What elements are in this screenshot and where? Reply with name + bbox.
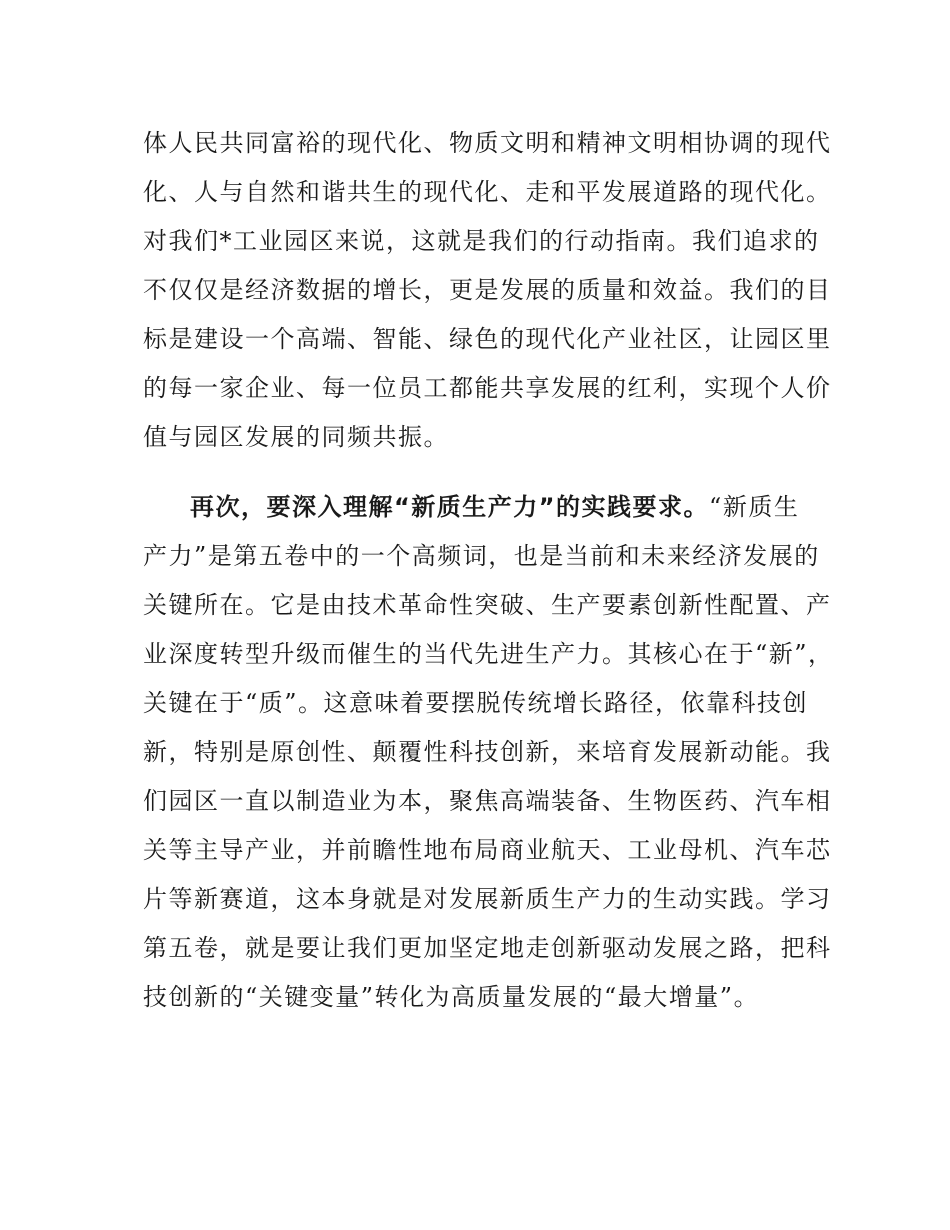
paragraph-1-line: 标是建设一个高端、智能、绿色的现代化产业社区，让园区里	[143, 325, 832, 353]
paragraph-2-first-line-rest: “新质生	[709, 493, 800, 521]
paragraph-2-line: 片等新赛道，这本身就是对发展新质生产力的生动实践。学习	[143, 885, 832, 913]
paragraph-2-line: 技创新的“关键变量”转化为高质量发展的“最大增量”。	[143, 983, 760, 1011]
paragraph-1-line: 体人民共同富裕的现代化、物质文明和精神文明相协调的现代	[143, 129, 832, 157]
paragraph-2-line: 关键在于“质”。这意味着要摆脱传统增长路径，依靠科技创	[143, 689, 809, 717]
paragraph-1-line: 化、人与自然和谐共生的现代化、走和平发展道路的现代化。	[143, 178, 832, 206]
paragraph-2-line: 关键所在。它是由技术革命性突破、生产要素创新性配置、产	[143, 591, 832, 619]
paragraph-1-line: 对我们*工业园区来说，这就是我们的行动指南。我们追求的	[143, 227, 820, 255]
paragraph-2-first-line	[190, 492, 799, 522]
paragraph-1-line: 不仅仅是经济数据的增长，更是发展的质量和效益。我们的目	[143, 276, 832, 304]
paragraph-1-line: 的每一家企业、每一位员工都能共享发展的红利，实现个人价	[143, 374, 832, 402]
paragraph-2-line: 业深度转型升级而催生的当代先进生产力。其核心在于“新”，	[143, 640, 834, 668]
paragraph-1-line: 值与园区发展的同频共振。	[143, 423, 449, 451]
paragraph-2-line: 第五卷，就是要让我们更加坚定地走创新驱动发展之路，把科	[143, 934, 832, 962]
paragraph-2-line: 新，特别是原创性、颠覆性科技创新，来培育发展新动能。我	[143, 738, 832, 766]
paragraph-2-line: 产力”是第五卷中的一个高频词，也是当前和未来经济发展的	[143, 542, 820, 570]
paragraph-2-line: 关等主导产业，并前瞻性地布局商业航天、工业母机、汽车芯	[143, 836, 832, 864]
paragraph-2-lead-sentence: 再次，要深入理解“新质生产力”的实践要求。	[190, 493, 710, 521]
paragraph-2-line: 们园区一直以制造业为本，聚焦高端装备、生物医药、汽车相	[143, 787, 832, 815]
